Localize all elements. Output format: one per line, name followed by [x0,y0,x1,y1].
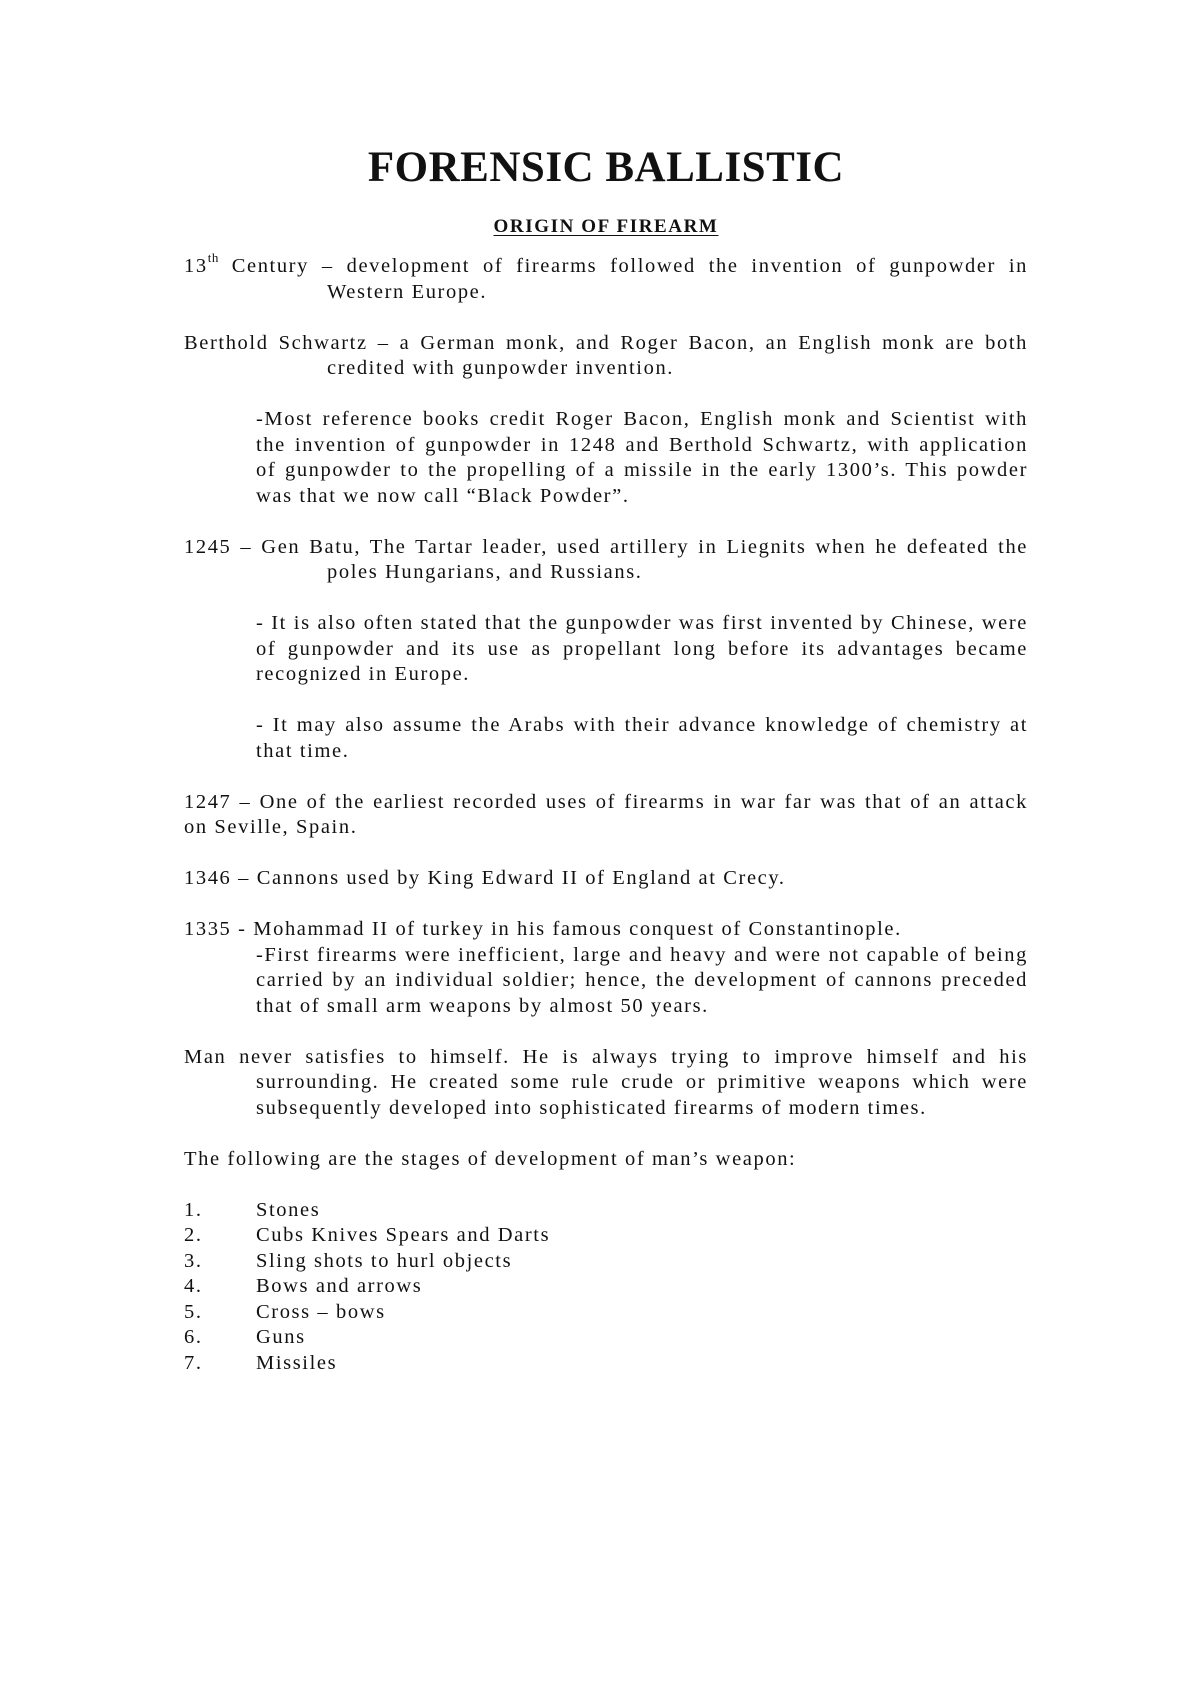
century-text: Century – development of firearms followed the invention of gunpowder in Western Europe. [218,255,1028,303]
list-item [184,1351,1028,1377]
paragraph-arabs-note: - It may also assume the Arabs with their advance knowledge of chemistry at that time. [256,714,1028,762]
paragraph-stages-intro: The following are the stages of development of man’s weapon: [184,1147,797,1170]
paragraph-1346: 1346 – Cannons used by King Edward II of England at Crecy. [184,867,786,889]
list-item-label: Stones [256,1198,321,1221]
paragraph-man-never: Man never satisfies to himself. He is always trying to improve himself and his surrounding. He created some rule crude or primitive weapons which were subsequently developed into sophisticated firearms of modern times. [184,1045,1028,1119]
list-item-label: Sling shots to hurl objects [256,1249,513,1272]
list-item-number: 5. [184,1300,203,1323]
list-item-label: Bows and arrows [256,1275,423,1297]
stages-list [184,1198,1028,1377]
section-heading: ORIGIN OF FIREARM [493,216,719,237]
paragraph-chinese-note: - It is also often stated that the gunpowder was first invented by Chinese, were of gunpowder and its use as propellant long before its advantages became recognized in Europe. [256,612,1028,685]
paragraph-1245: 1245 – Gen Batu, The Tartar leader, used artillery in Liegnits when he defeated the poles Hungarians, and Russians. [184,535,1028,583]
list-item-number: 6. [184,1326,203,1348]
paragraph-1335: 1335 - Mohammad II of turkey in his famous conquest of Constantinople. [184,918,902,940]
list-item-number: 2. [184,1224,203,1246]
century-number: 13 [184,255,208,277]
list-item-label: Missiles [256,1351,338,1374]
list-item [184,1325,1028,1351]
list-item-label: Cubs Knives Spears and Darts [256,1224,551,1246]
list-item [184,1249,1028,1275]
list-item-number: 3. [184,1249,203,1272]
list-item-number: 1. [184,1198,203,1221]
list-item-label: Guns [256,1326,306,1348]
paragraph-first-firearms-note: -First firearms were inefficient, large and heavy and were not capable of being carried by an individual soldier; hence, the development of cannons preceded that of small arm weapons by almost 50 years. [256,943,1028,1017]
paragraph-1247: 1247 – One of the earliest recorded uses of firearms in war far was that of an attack on Seville, Spain. [184,790,1028,838]
paragraph-berthold-schwartz: Berthold Schwartz – a German monk, and Roger Bacon, an English monk are both credited with gunpowder invention. [184,331,1028,379]
list-item [184,1300,1028,1326]
paragraph-13th-century [184,250,1028,305]
paragraph-roger-bacon-note: -Most reference books credit Roger Bacon, English monk and Scientist with the invention of gunpowder in 1248 and Berthold Schwartz, with application of gunpowder to the propelling of a missile in the early 1300’s. This powder was that we now call “Black Powder”. [256,408,1028,507]
list-item [184,1274,1028,1300]
list-item-label: Cross – bows [256,1300,386,1323]
century-superscript: th [207,250,219,266]
list-item-number: 4. [184,1275,203,1297]
document-body [184,140,1028,1376]
list-item [184,1223,1028,1249]
list-item [184,1198,1028,1224]
list-item-number: 7. [184,1351,203,1374]
document-title: FORENSIC BALLISTIC [367,144,845,191]
